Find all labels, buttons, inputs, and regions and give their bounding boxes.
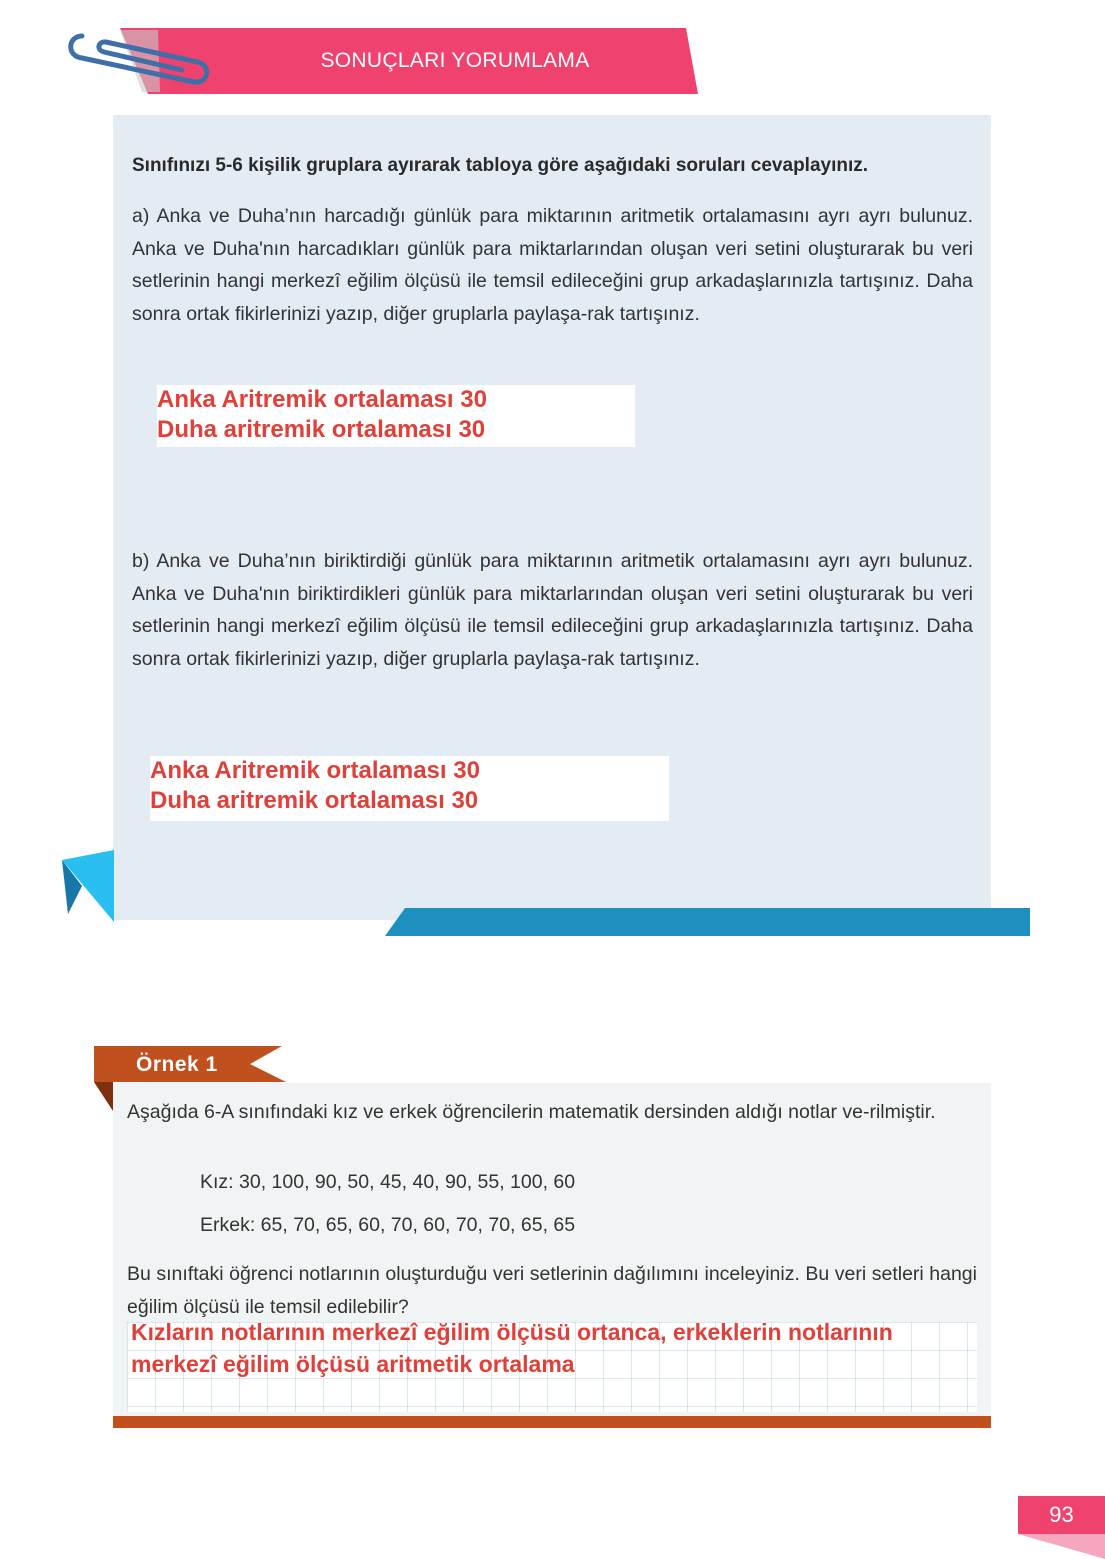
example-intro: Aşağıda 6-A sınıfındaki kız ve erkek öğrencilerin matematik dersinden aldığı notlar ve-rilmiştir. — [127, 1101, 936, 1123]
question-a-text: a) Anka ve Duha’nın harcadığı günlük para miktarının aritmetik ortalamasını ayrı ayrı bulunuz. Anka ve Duha'nın harcadıkları günlük para miktarlarından oluşan veri setini oluşturarak bu veri setlerinin hangi merkezî eğilim ölçüsü ile temsil edileceğini grup arkadaşlarınızla tartışınız. Daha sonra ortak fikirlerinizi yazıp, diğer gruplarla paylaşa-rak tartışınız. — [132, 205, 973, 325]
example-bottom-bar — [113, 1416, 991, 1428]
example-answer: Kızların notlarının merkezî eğilim ölçüsü ortanca, erkeklerin notlarının merkezî eğilim ölçüsü aritmetik ortalama — [131, 1319, 893, 1377]
panel-bottom-bar — [385, 908, 1030, 936]
answer-a-line-1: Anka Aritremik ortalaması 30 — [157, 386, 487, 413]
example-kiz-grades: Kız: 30, 100, 90, 50, 45, 40, 90, 55, 100, 60 — [200, 1171, 576, 1193]
answer-box-b — [150, 756, 669, 821]
answer-b-line-1: Anka Aritremik ortalaması 30 — [150, 757, 480, 784]
answer-a-line-2: Duha aritremik ortalaması 30 — [157, 416, 486, 443]
section-title: SONUÇLARI YORUMLAMA — [320, 49, 590, 72]
corner-flag-decoration — [62, 850, 116, 922]
answer-box-a — [157, 385, 635, 447]
question-b-text: b) Anka ve Duha’nın biriktirdiği günlük para miktarının aritmetik ortalamasını ayrı ayrı bulunuz. Anka ve Duha'nın biriktirdikleri günlük para miktarlarından oluşan veri setini oluşturarak bu veri setlerinin hangi merkezî eğilim ölçüsü ile temsil edileceğini grup arkadaşlarınızla tartışınız. Daha sonra ortak fikirlerinizi yazıp, diğer gruplarla paylaşa-rak tartışınız. — [132, 550, 973, 670]
example-question: Bu sınıftaki öğrenci notlarının oluşturduğu veri setlerinin dağılımını inceleyiniz. Bu veri setleri hangi eğilim ölçüsü ile temsil edilebilir? — [127, 1263, 977, 1318]
paper-clip-icon — [62, 22, 212, 92]
page-number: 93 — [1049, 1502, 1074, 1527]
activity-heading: Sınıfınızı 5-6 kişilik gruplara ayırarak tabloya göre aşağıdaki soruları cevaplayınız. — [132, 155, 869, 176]
example-label: Örnek 1 — [136, 1053, 218, 1076]
answer-b-line-2: Duha aritremik ortalaması 30 — [150, 787, 479, 814]
example-erkek-grades: Erkek: 65, 70, 65, 60, 70, 60, 70, 70, 65, 65 — [200, 1214, 576, 1236]
